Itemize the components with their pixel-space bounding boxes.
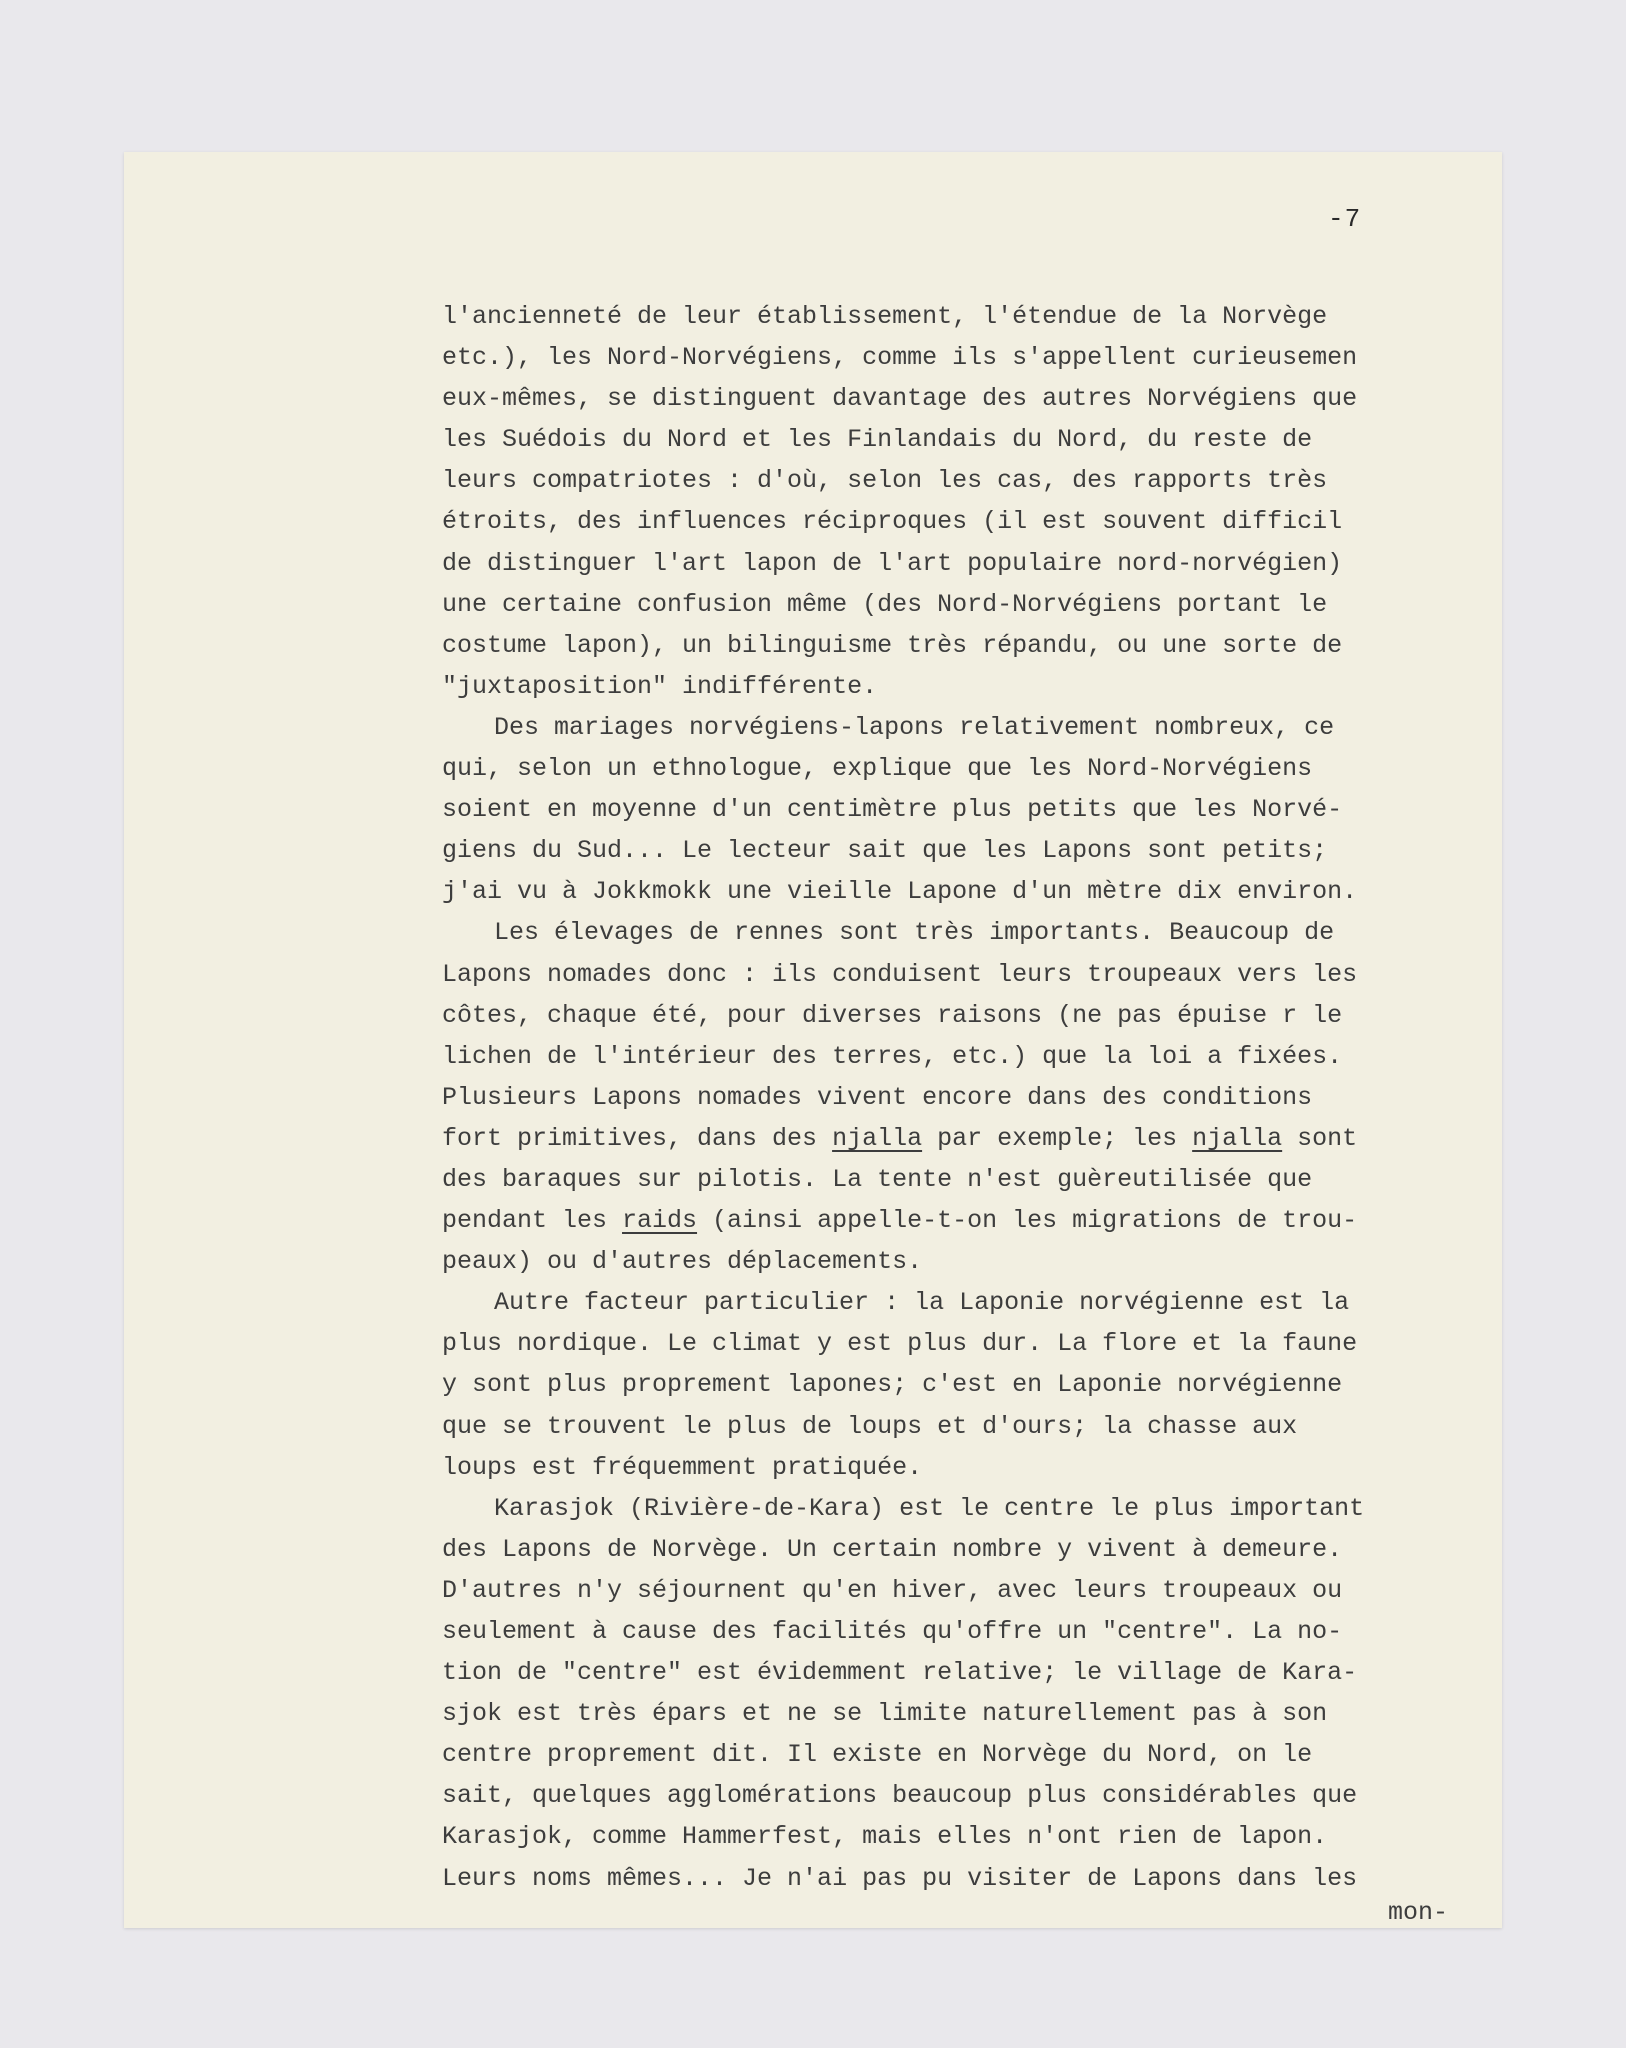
text-line: Karasjok (Rivière-de-Kara) est le centre le plus important bbox=[494, 1493, 1365, 1523]
page-number: -7 bbox=[1328, 204, 1362, 234]
text-line: Karasjok, comme Hammerfest, mais elles n'ont rien de lapon. bbox=[442, 1822, 1328, 1852]
text-line: Les élevages de rennes sont très importants. Beaucoup de bbox=[494, 918, 1335, 948]
text-line: leurs compatriotes : d'où, selon les cas, des rapports très bbox=[442, 466, 1328, 496]
underlined-word: njalla bbox=[1192, 1123, 1283, 1153]
text-segment: pendant les bbox=[442, 1206, 623, 1236]
text-line: étroits, des influences réciproques (il est souvent difficil bbox=[442, 507, 1343, 537]
text-line: eux-mêmes, se distinguent davantage des autres Norvégiens que bbox=[442, 384, 1358, 414]
underlined-word: raids bbox=[622, 1206, 698, 1236]
text-segment: sont bbox=[1282, 1123, 1358, 1153]
text-line: sjok est très épars et ne se limite naturellement pas à son bbox=[442, 1699, 1328, 1729]
text-line: j'ai vu à Jokkmokk une vieille Lapone d'un mètre dix environ. bbox=[442, 877, 1358, 907]
text-line: Leurs noms mêmes... Je n'ai pas pu visiter de Lapons dans les bbox=[442, 1863, 1358, 1893]
text-line: Autre facteur particulier : la Laponie norvégienne est la bbox=[494, 1288, 1350, 1318]
text-segment: (ainsi appelle-t-on les migrations de trou- bbox=[697, 1206, 1358, 1236]
text-line: Plusieurs Lapons nomades vivent encore dans des conditions bbox=[442, 1082, 1313, 1112]
text-line: peaux) ou d'autres déplacements. bbox=[442, 1247, 923, 1277]
text-line: des Lapons de Norvège. Un certain nombre y vivent à demeure. bbox=[442, 1534, 1343, 1564]
text-line bbox=[442, 1118, 1472, 1159]
text-line: que se trouvent le plus de loups et d'ours; la chasse aux bbox=[442, 1411, 1298, 1441]
text-line: des baraques sur pilotis. La tente n'est guèreutilisée que bbox=[442, 1164, 1313, 1194]
text-line: lichen de l'intérieur des terres, etc.) que la loi a fixées. bbox=[442, 1041, 1343, 1071]
text-line: les Suédois du Nord et les Finlandais du Nord, du reste de bbox=[442, 425, 1313, 455]
text-line: sait, quelques agglomérations beaucoup plus considérables que bbox=[442, 1781, 1358, 1811]
text-line: "juxtaposition" indifférente. bbox=[442, 671, 878, 701]
text-line: une certaine confusion même (des Nord-Norvégiens portant le bbox=[442, 589, 1328, 619]
underlined-word: njalla bbox=[832, 1123, 923, 1153]
text-line: tion de "centre" est évidemment relative; le village de Kara- bbox=[442, 1658, 1358, 1688]
text-line: centre proprement dit. Il existe en Norvège du Nord, on le bbox=[442, 1740, 1313, 1770]
text-line: qui, selon un ethnologue, explique que les Nord-Norvégiens bbox=[442, 754, 1313, 784]
text-segment: par exemple; les bbox=[922, 1123, 1193, 1153]
catchword: mon- bbox=[1387, 1897, 1448, 1927]
text-line: etc.), les Nord-Norvégiens, comme ils s'appellent curieusemen bbox=[442, 343, 1358, 373]
text-line bbox=[442, 1200, 1472, 1241]
text-line: y sont plus proprement lapones; c'est en Laponie norvégienne bbox=[442, 1370, 1343, 1400]
text-line: Lapons nomades donc : ils conduisent leurs troupeaux vers les bbox=[442, 959, 1358, 989]
text-segment: fort primitives, dans des bbox=[442, 1123, 833, 1153]
text-line: côtes, chaque été, pour diverses raisons (ne pas épuise r le bbox=[442, 1000, 1343, 1030]
text-line: D'autres n'y séjournent qu'en hiver, avec leurs troupeaux ou bbox=[442, 1575, 1343, 1605]
text-line: de distinguer l'art lapon de l'art populaire nord-norvégien) bbox=[442, 548, 1343, 578]
text-line: costume lapon), un bilinguisme très répandu, ou une sorte de bbox=[442, 630, 1343, 660]
body-text bbox=[442, 296, 1472, 1927]
text-line: giens du Sud... Le lecteur sait que les Lapons sont petits; bbox=[442, 836, 1328, 866]
text-line: l'ancienneté de leur établissement, l'étendue de la Norvège bbox=[442, 302, 1328, 331]
text-line: Des mariages norvégiens-lapons relativement nombreux, ce bbox=[494, 712, 1335, 742]
text-line: seulement à cause des facilités qu'offre un "centre". La no- bbox=[442, 1617, 1343, 1646]
text-line: soient en moyenne d'un centimètre plus petits que les Norvé- bbox=[442, 795, 1343, 825]
text-line: loups est fréquemment pratiquée. bbox=[442, 1452, 923, 1482]
text-line: plus nordique. Le climat y est plus dur. La flore et la faune bbox=[442, 1329, 1358, 1359]
